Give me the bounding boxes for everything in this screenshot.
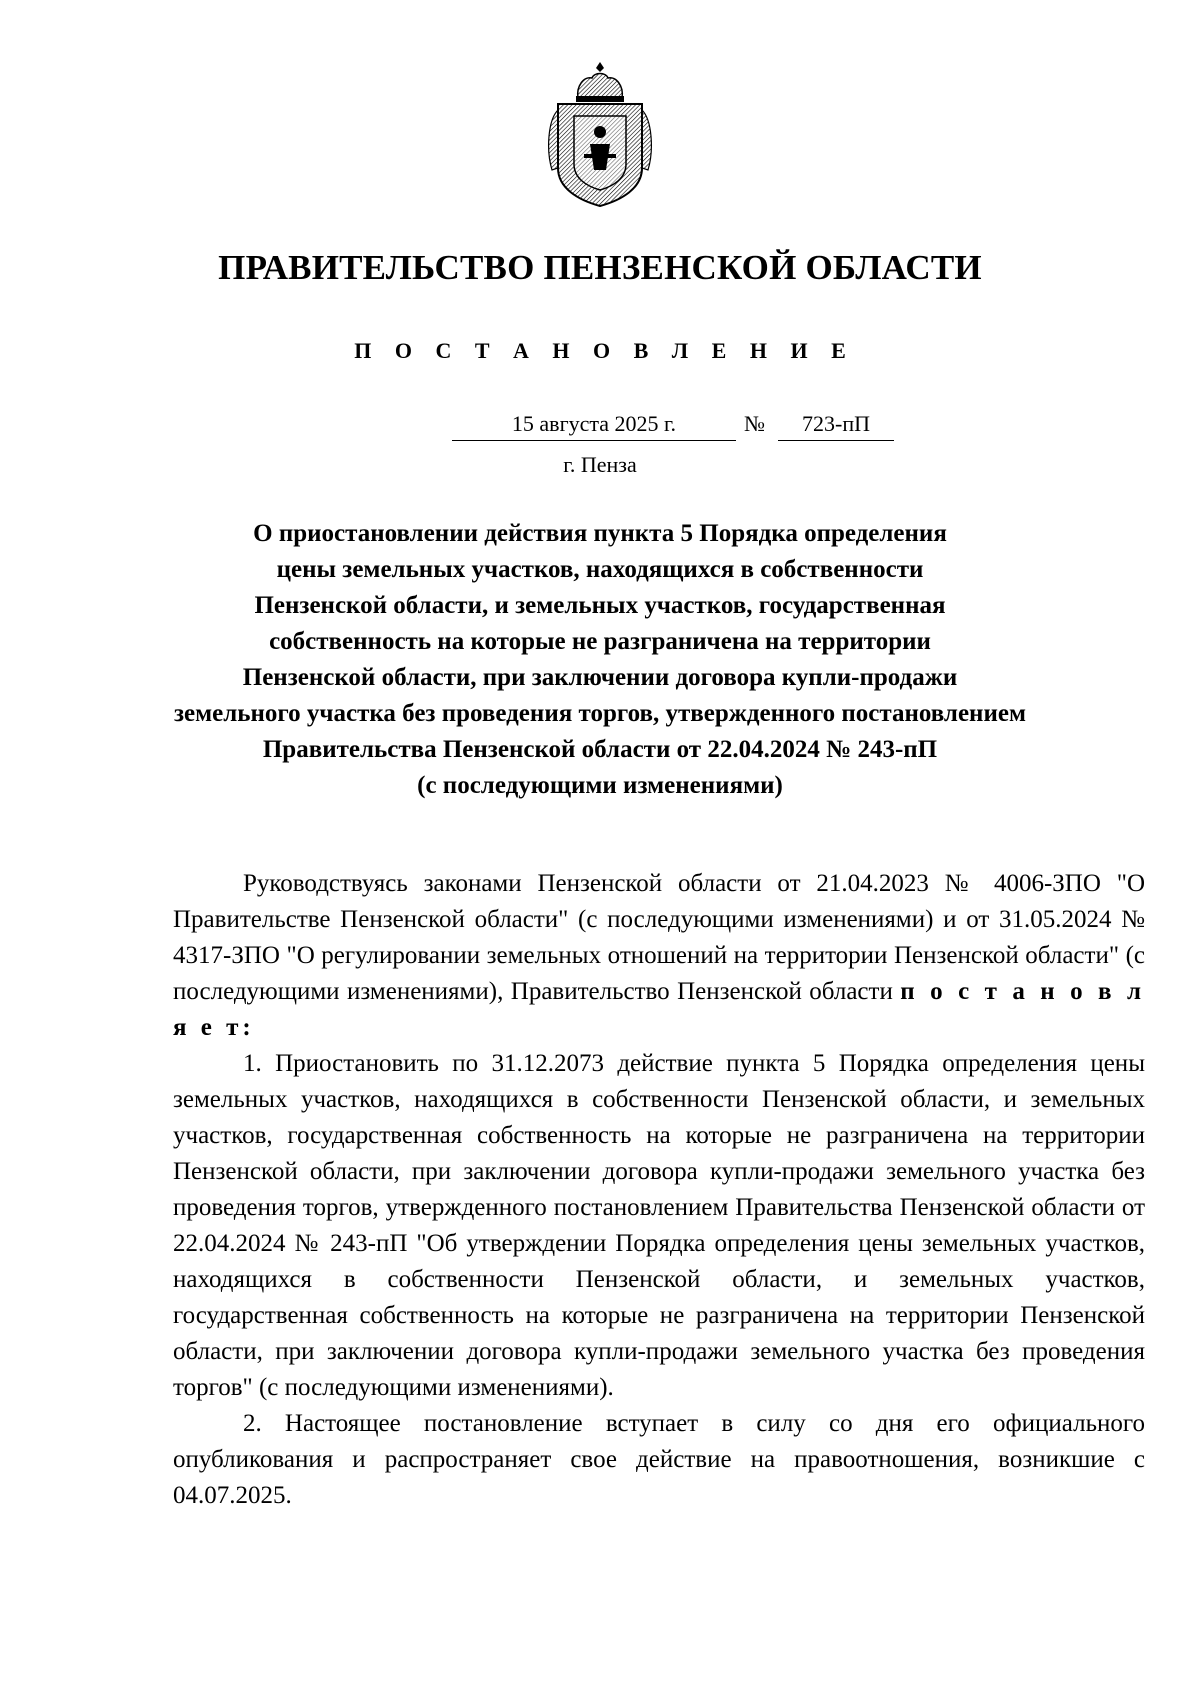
number-sign: № [744,411,765,436]
heading-line: цены земельных участков, находящихся в собственности [276,556,924,583]
item-2-paragraph: 2. Настоящее постановление вступает в силу со дня его официального опубликования и распространяет свое действие на правоотношения, возникшие с 04.07.2025. [173,1410,1145,1509]
heading-line: Правительства Пензенской области от 22.04.2024 № 243-пП [262,736,938,763]
preamble-text: Руководствуясь законами Пензенской области от 21.04.2023 № 4006-ЗПО "О Правительстве Пензенской области" (с последующими изменениями) и от 31.05.2024 № 4317-ЗПО "О регулировании земельных отношений на территории Пензенской области" (с последующими изменениями), Правительство Пензенской области [173,870,1145,1005]
city: г. Пенза [563,452,637,477]
heading-line: земельного участка без проведения торгов, утвержденного постановлением [174,700,1026,727]
coat-of-arms-emblem [540,60,660,210]
heading-line: Пензенской области, и земельных участков, государственная [254,592,946,619]
heading-line: Пензенской области, при заключении договора купли-продажи [242,664,958,691]
document-heading [150,516,1050,804]
date-number-line [0,410,1200,444]
document-number: 723-пП [778,410,894,441]
document-date: 15 августа 2025 г. [452,410,736,441]
heading-line: собственность на которые не разграничена на территории [269,628,931,655]
preamble-paragraph [173,866,1145,1046]
document-body [173,866,1145,1514]
heading-line: О приостановлении действия пункта 5 Порядка определения [253,520,947,547]
item-1-paragraph: 1. Приостановить по 31.12.2073 действие пункта 5 Порядка определения цены земельных участков, находящихся в собственности Пензенской области, и земельных участков, государственная собственность на которые не разграничена на территории Пензенской области, при заключении договора купли-продажи земельного участка без проведения торгов, утвержденного постановлением Правительства Пензенской области от 22.04.2024 № 243-пП "Об утверждении Порядка определения цены земельных участков, находящихся в собственности Пензенской области, и земельных участков, государственная собственность на которые не разграничена на территории Пензенской области, при заключении договора купли-продажи земельного участка без проведения торгов" (с последующими изменениями). [173,1050,1145,1401]
heading-line: (с последующими изменениями) [417,772,783,799]
organization-title: ПРАВИТЕЛЬСТВО ПЕНЗЕНСКОЙ ОБЛАСТИ [218,248,982,287]
document-type: П О С Т А Н О В Л Е Н И Е [354,338,855,363]
resolves-word: п о с т а н о в л я е т: [173,978,1146,1041]
